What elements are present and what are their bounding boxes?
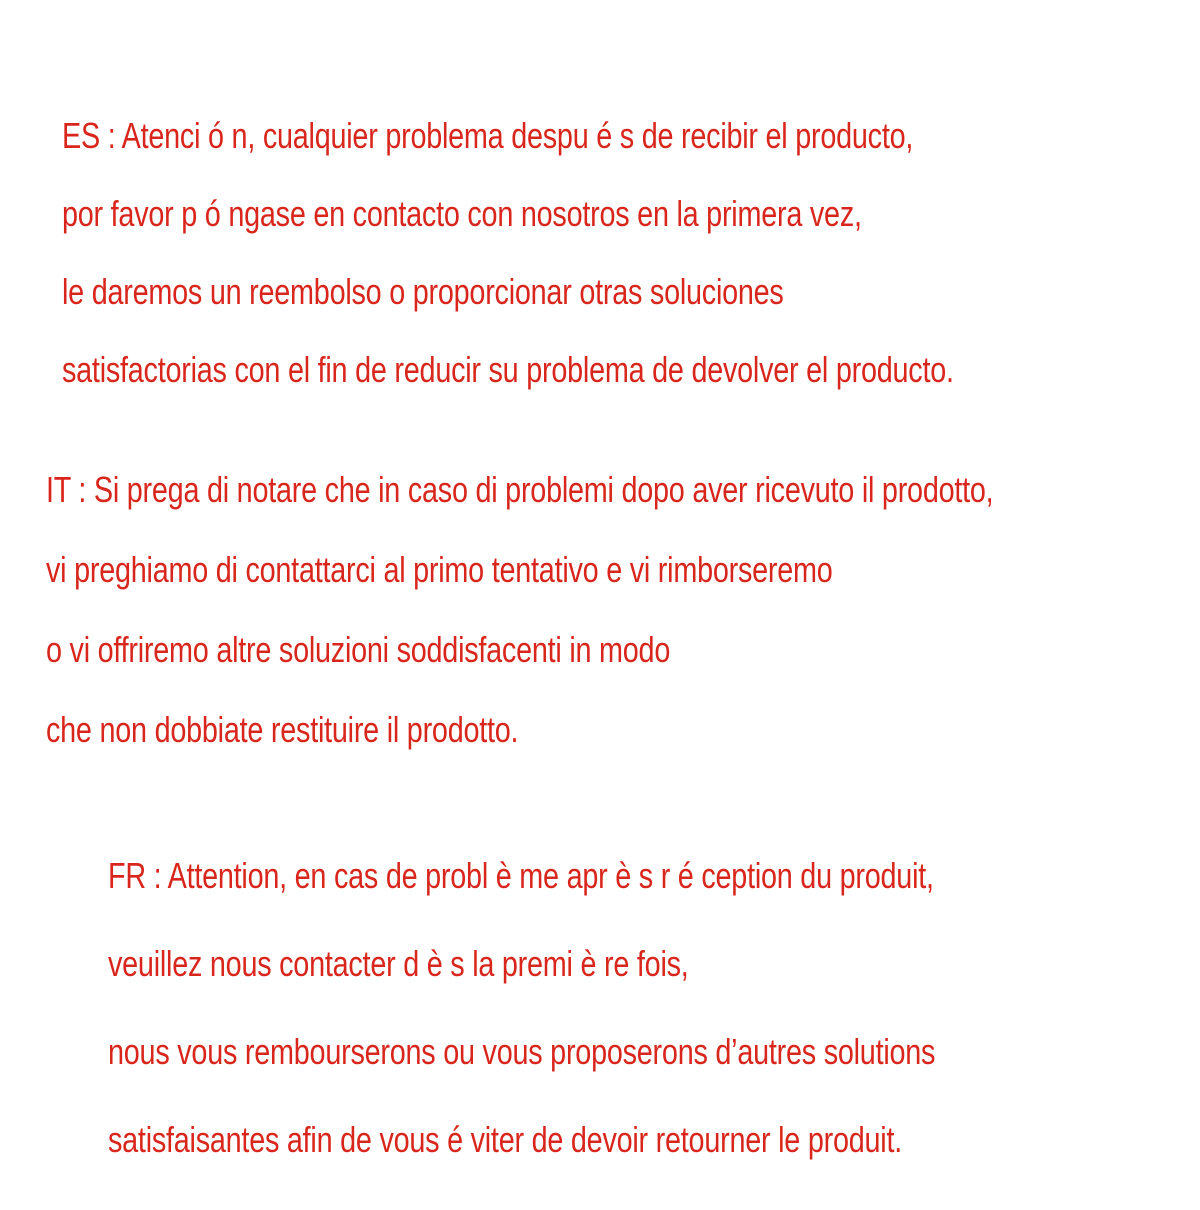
notice-french	[108, 855, 1142, 1210]
notice-spanish	[62, 115, 1177, 430]
notice-it-line-2: vi preghiamo di contattarci al primo tentativo e vi rimborseremo	[46, 549, 833, 590]
notice-fr-line-4: satisfaisantes afin de vous é viter de devoir retourner le produit.	[108, 1119, 902, 1160]
notice-italian	[46, 469, 1200, 792]
notice-es-line-1: ES : Atenci ó n, cualquier problema despu é s de recibir el producto,	[62, 115, 914, 156]
notice-es-line-4: satisfactorias con el fin de reducir su problema de devolver el producto.	[62, 349, 954, 390]
notice-es-line-3: le daremos un reembolso o proporcionar otras soluciones	[62, 271, 784, 312]
notice-it-line-1: IT : Si prega di notare che in caso di problemi dopo aver ricevuto il prodotto,	[46, 469, 994, 510]
notice-fr-line-3: nous vous rembourserons ou vous proposerons d’autres solutions	[108, 1031, 936, 1072]
notice-fr-line-2: veuillez nous contacter d è s la premi è re fois,	[108, 943, 689, 984]
notice-it-line-3: o vi offriremo altre soluzioni soddisfacenti in modo	[46, 629, 671, 670]
notice-it-line-4: che non dobbiate restituire il prodotto.	[46, 709, 519, 750]
notice-fr-line-1: FR : Attention, en cas de probl è me apr è s r é ception du produit,	[108, 855, 934, 896]
notice-es-line-2: por favor p ó ngase en contacto con nosotros en la primera vez,	[62, 193, 862, 234]
